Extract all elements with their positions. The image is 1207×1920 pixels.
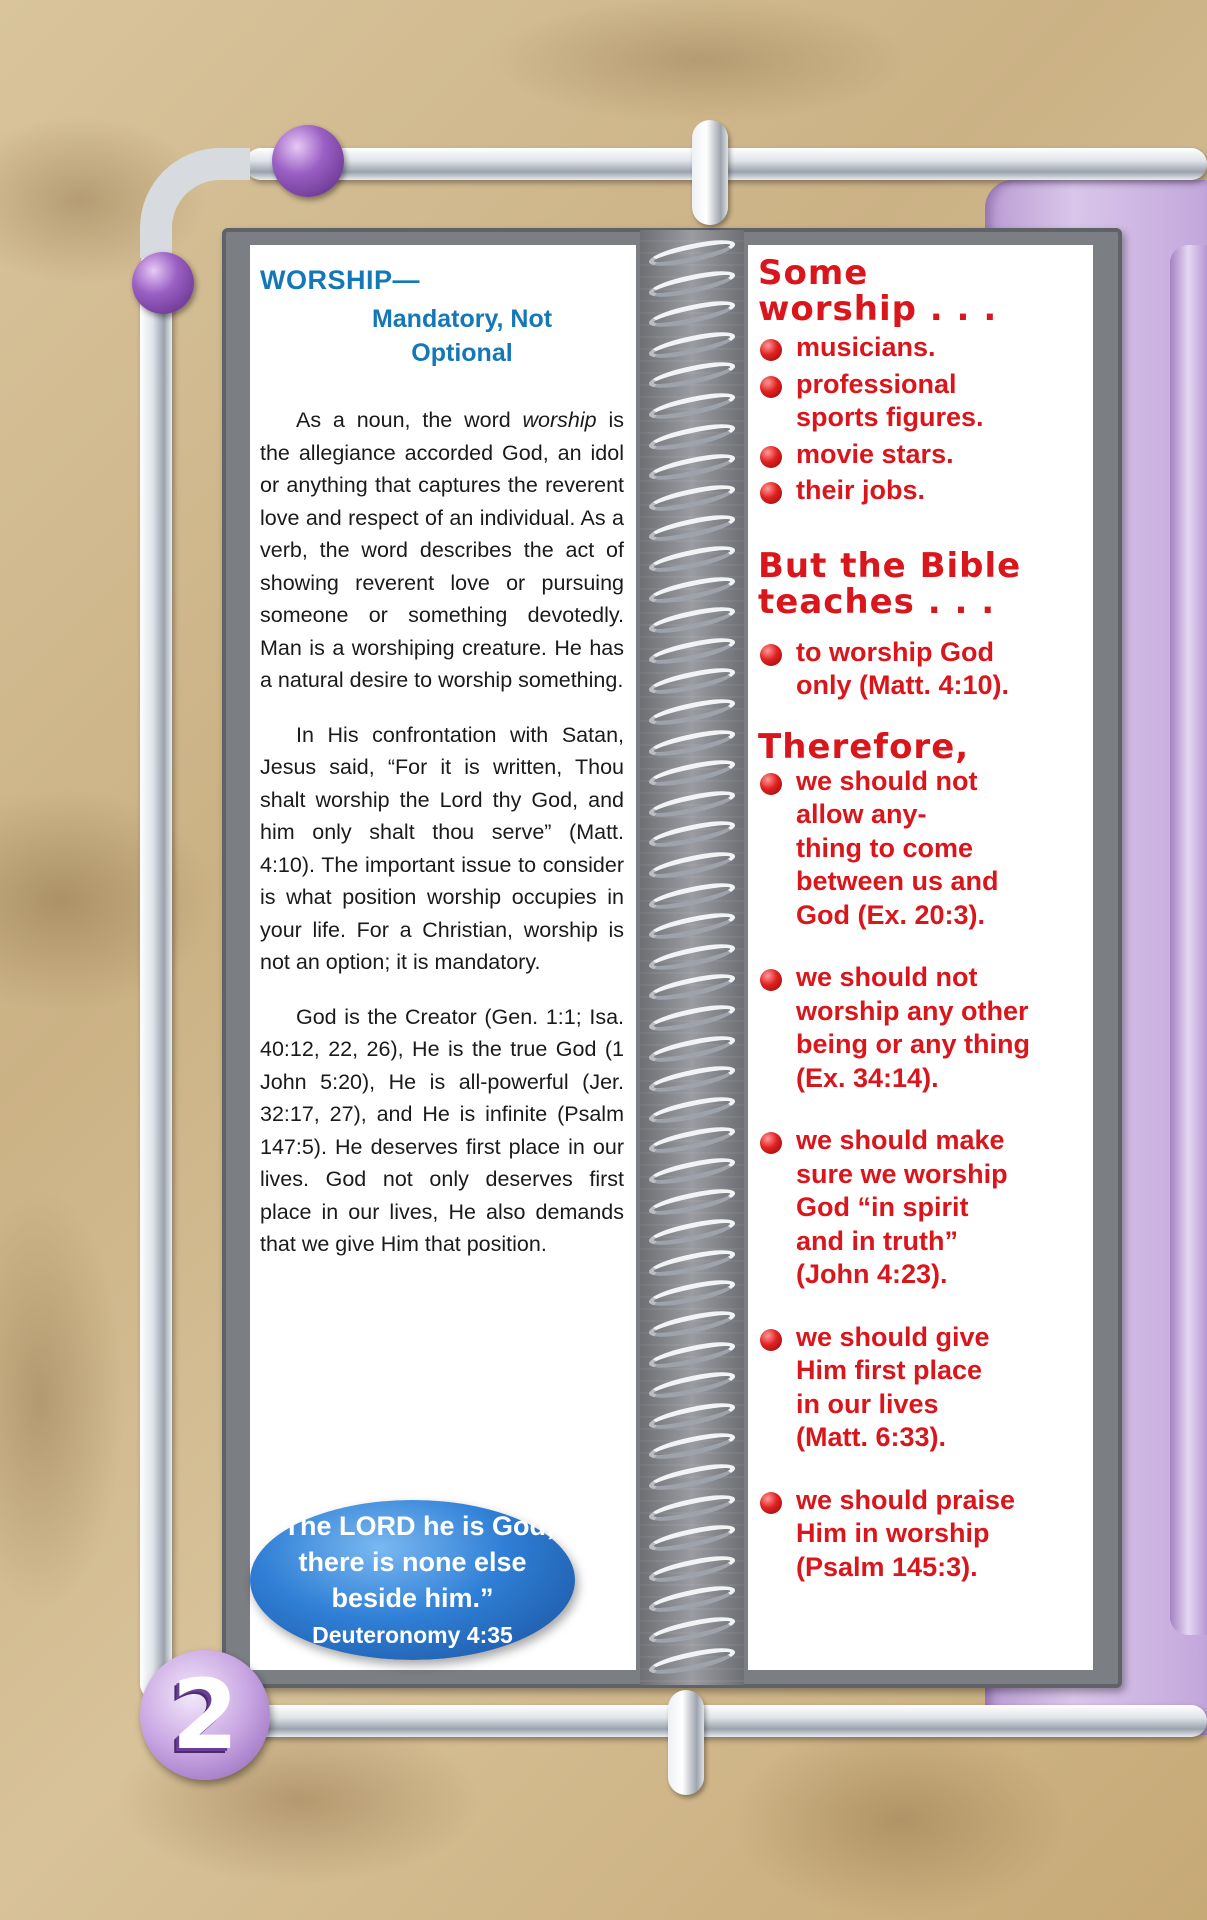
quote-reference: Deuteronomy 4:35 (312, 1622, 513, 1648)
bullet-item-line: being or any thing (796, 1029, 1030, 1059)
some-worship-list (758, 331, 1089, 508)
subheading-line-1: Mandatory, Not (371, 305, 553, 333)
spiral-binding (640, 230, 744, 1685)
spiral-coil (647, 1337, 737, 1373)
spiral-coil (647, 388, 737, 424)
spiral-coil (647, 419, 737, 455)
spiral-coil (647, 663, 737, 699)
page-number-badge (140, 1650, 270, 1780)
bullet-item-line: to worship God (796, 636, 994, 667)
bullet-item-line: (John 4:23). (796, 1259, 948, 1289)
paragraph-1-rest: is the allegiance accorded God, an idol or anything that captures the reverent love and respect of an individual. As a verb, the word describes the act of showing reverent love or pursuing someone or something devotedly. Man is a worshiping creature. He has a natural desire to worship something. (260, 408, 624, 692)
bullet-item-line: only (Matt. 4:10). (796, 670, 1010, 700)
paragraph-3: God is the Creator (Gen. 1:1; Isa. 40:12, 22, 26), He is the true God (1 John 5:20), He is all-powerful (Jer. 32:17, 27), and He is infinite (Psalm 147:5). He deserves first place in our lives. God not only deserves first place in our lives, He also demands that we give Him that position. (260, 1004, 624, 1256)
bullet-item-line: musicians. (796, 332, 936, 362)
heading-some-worship-line-2: worship . . . (758, 289, 998, 329)
spiral-coil (647, 1367, 737, 1403)
spiral-coil (647, 694, 737, 730)
left-page (250, 245, 636, 1670)
right-page (748, 245, 1093, 1670)
spiral-coil (647, 908, 737, 944)
spiral-coil (647, 235, 737, 271)
spiral-coil (647, 1031, 737, 1067)
bullet-item-line: God (Ex. 20:3). (796, 899, 986, 930)
spiral-coil (647, 1245, 737, 1281)
frame-knob-top (272, 125, 344, 197)
spiral-coil (647, 878, 737, 914)
spiral-coil (647, 969, 737, 1005)
spiral-coil (647, 1184, 737, 1220)
spiral-coil (647, 1612, 737, 1648)
bullet-item-line: we should give (796, 1321, 990, 1352)
therefore-list (758, 765, 1089, 1585)
spiral-coil (647, 1490, 737, 1526)
paragraph-1-prefix: As a noun, the word (296, 408, 523, 432)
spiral-coil (647, 296, 737, 332)
quote-line-2: there is none else (298, 1547, 527, 1577)
paragraph-1 (260, 404, 624, 697)
spiral-coil (647, 1643, 737, 1679)
purple-tab-groove (1170, 245, 1207, 1635)
frame-knob-left (132, 252, 194, 314)
spiral-coil (647, 1000, 737, 1036)
bullet-item-line: worship any other (796, 995, 1029, 1026)
red-bullet-icon (760, 1132, 782, 1154)
spiral-coil (647, 1275, 737, 1311)
bullet-item-line: allow any- (796, 799, 927, 829)
red-bullet-icon (760, 482, 782, 504)
bullet-item-line: thing to come (796, 832, 973, 863)
heading-bible-teaches (758, 545, 1089, 622)
spiral-coil (647, 1214, 737, 1250)
spiral-coil (647, 327, 737, 363)
spiral-coil (647, 480, 737, 516)
spiral-coil (647, 357, 737, 393)
spiral-coil (647, 1581, 737, 1617)
spiral-coil (647, 541, 737, 577)
bullet-item-line: Him in worship (796, 1518, 990, 1548)
scripture-quote (250, 1500, 575, 1660)
red-bullet-icon (760, 446, 782, 468)
red-bullet-icon (760, 773, 782, 795)
bullet-item-line: between us and (796, 866, 999, 896)
bullet-item-line: (Ex. 34:14). (796, 1062, 939, 1093)
bullet-item (758, 1321, 1089, 1455)
frame-rail-left (140, 250, 172, 1700)
spiral-coil (647, 1306, 737, 1342)
heading-therefore: Therefore, (758, 726, 970, 767)
spiral-coil (647, 1153, 737, 1189)
page-number: 2 (171, 1659, 239, 1771)
spiral-coil (647, 1398, 737, 1434)
bible-teaches-list (758, 636, 1089, 703)
bullet-item-line: sure we worship (796, 1158, 1008, 1189)
spiral-coil (647, 449, 737, 485)
bullet-item-line: we should praise (796, 1484, 1016, 1515)
red-bullet-icon (760, 376, 782, 398)
spiral-coil (647, 816, 737, 852)
bullet-item-line: God “in spirit (796, 1192, 969, 1222)
bullet-item-line: sports figures. (796, 402, 984, 432)
bullet-item-line: we should make (796, 1125, 1005, 1155)
spiral-coil (647, 266, 737, 302)
bullet-item (758, 331, 1089, 365)
spiral-coil (647, 725, 737, 761)
bullet-item-line: their jobs. (796, 475, 926, 505)
red-bullet-icon (760, 1329, 782, 1351)
red-bullet-icon (760, 644, 782, 666)
spiral-coil (647, 755, 737, 791)
bullet-item (758, 765, 1089, 933)
bullet-item-line: professional (796, 368, 957, 399)
spiral-coil (647, 1551, 737, 1587)
bullet-item (758, 1124, 1089, 1292)
heading-bible-teaches-line-2: teaches . . . (758, 581, 996, 622)
spiral-coil (647, 572, 737, 608)
spiral-coil (647, 1459, 737, 1495)
heading-some-worship (758, 255, 1089, 327)
spiral-coil (647, 1092, 737, 1128)
red-bullet-icon (760, 969, 782, 991)
heading-some-worship-line-1: Some (758, 253, 869, 293)
quote-line-3: beside him.” (331, 1583, 494, 1613)
bullet-item-line: and in truth” (796, 1225, 958, 1256)
binder-ring-bottom (668, 1690, 704, 1795)
article-heading: WORSHIP— (260, 265, 421, 295)
spiral-coil (647, 510, 737, 546)
bullet-item (758, 438, 1089, 472)
heading-bible-teaches-line-1: But the Bible (758, 545, 1022, 586)
bullet-item-line: we should not (796, 765, 978, 796)
spiral-coil (647, 633, 737, 669)
bullet-item-line: Him first place (796, 1355, 983, 1385)
spiral-coil (647, 786, 737, 822)
bullet-item-line: movie stars. (796, 438, 954, 469)
spiral-coil (647, 1122, 737, 1158)
bullet-item-line: (Matt. 6:33). (796, 1422, 947, 1452)
spiral-coil (647, 939, 737, 975)
spiral-coil (647, 1061, 737, 1097)
quote-line-1: “The LORD he is God; (269, 1511, 555, 1541)
bullet-item-line: (Psalm 145:3). (796, 1551, 978, 1582)
subheading-line-2: Optional (411, 339, 513, 367)
bullet-item (758, 368, 1089, 435)
frame-rail-bottom (250, 1705, 1207, 1737)
red-bullet-icon (760, 339, 782, 361)
red-bullet-icon (760, 1492, 782, 1514)
bullet-item (758, 474, 1089, 508)
spiral-coil (647, 602, 737, 638)
paragraph-2: In His confrontation with Satan, Jesus said, “For it is written, Thou shalt worship the Lord thy God, and him only shalt thou serve” (Matt. 4:10). The important issue to consider is what position worship occupies in your life. For a Christian, worship is not an option; it is mandatory. (260, 722, 624, 974)
spiral-coil (647, 1428, 737, 1464)
bullet-item-line: in our lives (796, 1388, 939, 1419)
spiral-coil (647, 847, 737, 883)
bullet-item (758, 961, 1089, 1095)
paragraph-1-italic: worship (522, 408, 597, 432)
bullet-item-line: we should not (796, 962, 978, 992)
binder-ring-top (692, 120, 728, 225)
spiral-coil (647, 1520, 737, 1556)
bullet-item (758, 636, 1089, 703)
bullet-item (758, 1484, 1089, 1585)
article-subheading (300, 302, 624, 370)
